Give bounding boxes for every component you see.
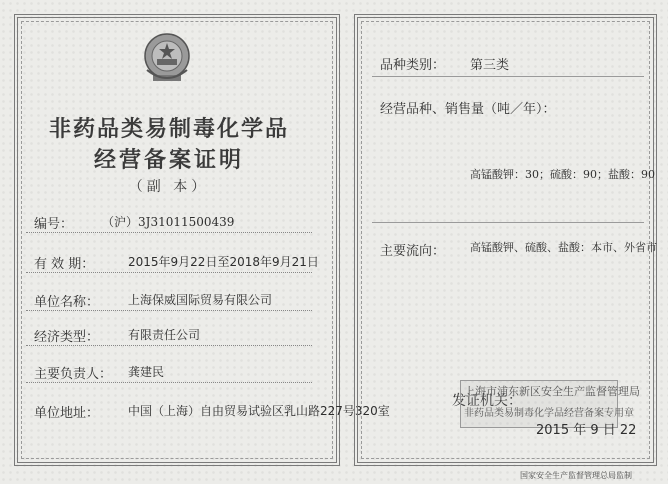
category-label: 品种类别： xyxy=(380,58,446,73)
principal-label: 主要负责人： xyxy=(34,367,113,382)
seal-line-2: 非药品类易制毒化学品经营备案专用章 xyxy=(464,408,634,419)
divider xyxy=(372,76,644,77)
copy-label: （副 本） xyxy=(128,179,210,195)
flow-label: 主要流向： xyxy=(380,244,446,259)
principal-value: 龚建民 xyxy=(128,365,165,379)
national-emblem-icon xyxy=(137,30,197,86)
divider xyxy=(26,345,312,346)
number-value: （沪）3J31011500439 xyxy=(102,215,235,229)
flow-value: 高锰酸钾、硫酸、盐酸：本市、外省市 xyxy=(470,241,657,254)
issuer-label: 发证机关： xyxy=(452,393,522,409)
certificate-subtitle: 经营备案证明 xyxy=(93,147,244,173)
economic-type-label: 经济类型： xyxy=(34,330,100,345)
number-label: 编号： xyxy=(34,217,74,232)
footer-note: 国家安全生产监督管理总局监制 xyxy=(520,471,632,480)
issue-date: 2015 年 9 日 22 xyxy=(536,423,637,438)
address-label: 单位地址： xyxy=(34,406,100,421)
volume-label: 经营品种、销售量（吨／年）： xyxy=(380,102,556,117)
economic-type-value: 有限责任公司 xyxy=(128,328,201,342)
validity-label: 有 效 期： xyxy=(34,257,95,272)
seal-line-1: 上海市浦东新区安全生产监督管理局 xyxy=(464,385,640,398)
address-value: 中国（上海）自由贸易试验区乳山路227号320室 xyxy=(128,404,390,418)
validity-value: 2015年9月22日至2018年9月21日 xyxy=(128,255,319,269)
divider xyxy=(26,232,312,233)
divider xyxy=(26,310,312,311)
divider xyxy=(26,382,312,383)
divider xyxy=(26,272,312,273)
volume-value: 高锰酸钾：30；硫酸：90；盐酸：90 xyxy=(470,168,655,181)
company-name-label: 单位名称： xyxy=(34,295,100,310)
category-value: 第三类 xyxy=(470,58,510,73)
company-name-value: 上海保威国际贸易有限公司 xyxy=(128,293,273,307)
certificate-title: 非药品类易制毒化学品 xyxy=(48,116,289,142)
divider xyxy=(372,222,644,223)
